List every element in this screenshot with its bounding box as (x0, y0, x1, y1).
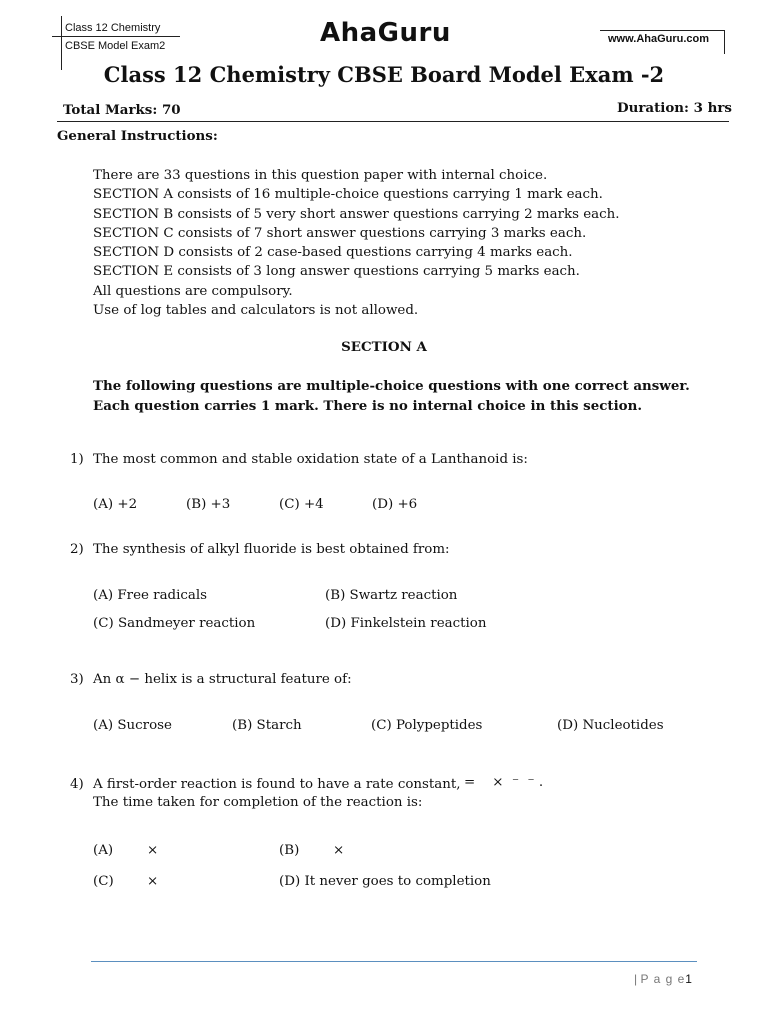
title-divider (57, 121, 729, 122)
footer-page-label: P a g e (640, 972, 686, 986)
question-text: An α − helix is a structural feature of: (93, 672, 352, 687)
section-note (93, 376, 690, 416)
instruction-line: SECTION B consists of 5 very short answer questions carrying 2 marks each. (93, 206, 620, 222)
total-marks: Total Marks: 70 (63, 102, 181, 118)
instruction-line: SECTION C consists of 7 short answer questions carrying 3 marks each. (93, 225, 587, 241)
question-text: The most common and stable oxidation state of a Lanthanoid is: (93, 452, 528, 467)
duration: Duration: 3 hrs (617, 100, 732, 116)
page-footer (634, 972, 692, 986)
q2-option-d: (D) Finkelstein reaction (325, 616, 487, 631)
q1-option-c: (C) +4 (279, 497, 324, 512)
q4-option-c-times: × (147, 874, 159, 889)
q4-option-d: (D) It never goes to completion (279, 874, 491, 889)
q3-option-d: (D) Nucleotides (557, 718, 664, 733)
footer-divider (91, 961, 697, 962)
question-number: 1) (70, 452, 84, 467)
section-title: SECTION A (341, 339, 427, 355)
footer-page-number: 1 (685, 972, 692, 986)
question-text: The synthesis of alkyl fluoride is best obtained from: (93, 542, 450, 557)
question-number: 4) (70, 777, 84, 792)
q2-option-a: (A) Free radicals (93, 588, 208, 603)
ahaguru-logo: AhaGuru (320, 18, 451, 48)
question-number: 2) (70, 542, 84, 557)
equation-symbols: = × ⁻ ⁻ . (464, 775, 544, 790)
header-exam: CBSE Model Exam2 (65, 40, 166, 52)
q2-option-c: (C) Sandmeyer reaction (93, 616, 256, 631)
instruction-line: There are 33 questions in this question paper with internal choice. (93, 168, 548, 183)
question-text: A first-order reaction is found to have a rate constant, (93, 777, 461, 792)
section-note-line: The following questions are multiple-choice questions with one correct answer. (93, 378, 690, 394)
instruction-line: SECTION A consists of 16 multiple-choice questions carrying 1 mark each. (93, 187, 603, 203)
section-note-line: Each question carries 1 mark. There is no internal choice in this section. (93, 398, 642, 414)
q4-option-b-times: × (333, 843, 345, 858)
page-title: Class 12 Chemistry CBSE Board Model Exam -2 (103, 62, 665, 87)
instruction-line: All questions are compulsory. (93, 283, 293, 299)
q4-option-c: (C) (93, 874, 114, 889)
q2-option-b: (B) Swartz reaction (325, 588, 458, 603)
footer-separator: | (634, 972, 638, 986)
question-number: 3) (70, 672, 84, 687)
q1-option-d: (D) +6 (372, 497, 418, 512)
instruction-line: SECTION E consists of 3 long answer questions carrying 5 marks each. (93, 264, 580, 280)
q3-option-a: (A) Sucrose (93, 718, 172, 733)
q3-option-b: (B) Starch (232, 718, 302, 733)
q4-option-b: (B) (279, 843, 300, 858)
q3-option-c: (C) Polypeptides (371, 718, 483, 733)
q1-option-a: (A) +2 (93, 497, 138, 512)
q1-option-b: (B) +3 (186, 497, 231, 512)
q4-option-a: (A) (93, 843, 114, 858)
header-left-underline (52, 36, 180, 37)
header-right-overline (600, 30, 725, 31)
q4-option-a-times: × (147, 843, 159, 858)
header-website: www.AhaGuru.com (608, 33, 710, 45)
instructions-heading: General Instructions: (57, 128, 218, 144)
header-course: Class 12 Chemistry (65, 22, 161, 34)
instruction-line: Use of log tables and calculators is not allowed. (93, 303, 419, 319)
question-text-line2: The time taken for completion of the reaction is: (93, 795, 423, 810)
header-right-rule (724, 30, 725, 54)
instructions-list (93, 166, 620, 320)
instruction-line: SECTION D consists of 2 case-based questions carrying 4 marks each. (93, 245, 573, 261)
